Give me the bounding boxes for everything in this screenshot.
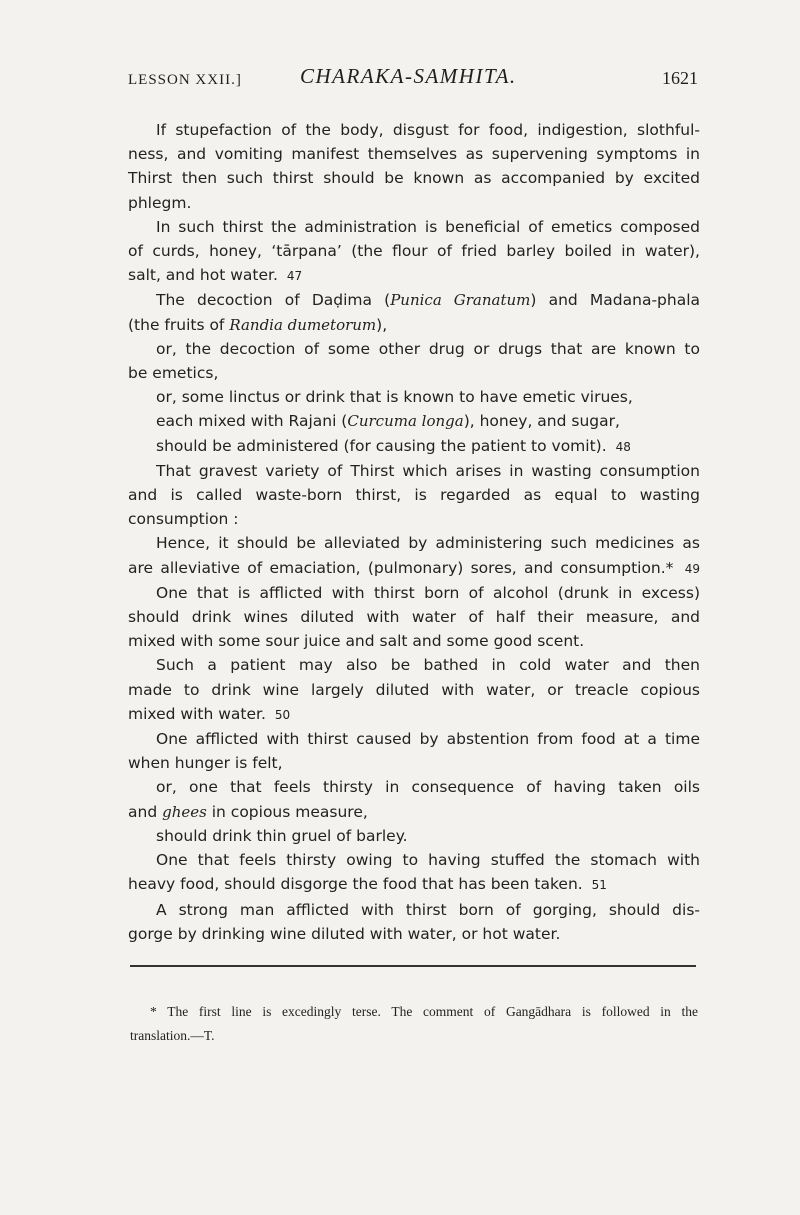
text-line: salt, and hot water. 47 [128,266,303,285]
text-line: are alleviative of emaciation, (pulmonary) sores, and consumption.* 49 [128,558,700,577]
text-line: mixed with water. 50 [128,704,291,723]
text-line: phlegm. [128,193,192,212]
text-line: Such a patient may also be bathed in cold water and then [156,656,700,675]
text-line: consumption : [128,510,239,529]
footnote-line: translation.—T. [130,1028,215,1043]
text-line: heavy food, should disgorge the food that has been taken. 51 [128,875,607,894]
page-number: 1621 [662,68,698,88]
verse-number: 48 [615,439,631,454]
text-line: and is called waste-born thirst, is regarded as equal to wasting [128,486,700,505]
text-line: or, some linctus or drink that is known to have emetic virues, [156,388,633,407]
text-line: should be administered (for causing the patient to vomit). 48 [156,436,631,455]
footnote-line: * The first line is excedingly terse. The comment of Gangādhara is followed in the [150,1004,698,1019]
verse-number: 50 [274,707,291,722]
verse-number: 49 [684,561,700,576]
text-line: Thirst then such thirst should be known as accompanied by excited [128,169,700,188]
verse-number: 47 [286,269,303,284]
text-line: Hence, it should be alleviated by administering such medicines as [156,534,700,553]
text-line: That gravest variety of Thirst which arises in wasting consumption [156,461,700,480]
text-line: In such thirst the administration is beneficial of emetics composed [156,217,700,236]
text-line: A strong man afflicted with thirst born of gorging, should dis- [156,900,700,919]
text-line: should drink thin gruel of barley. [156,826,408,845]
text-line: One that feels thirsty owing to having stuffed the stomach with [156,851,700,870]
running-header [128,64,698,94]
text-line: One that is afflicted with thirst born of alcohol (drunk in excess) [156,583,700,602]
text-line: gorge by drinking wine diluted with water, or hot water. [128,924,561,943]
botanical-name: Curcuma longa [347,412,464,431]
botanical-name: Punica Granatum [390,291,531,310]
text-line: mixed with some sour juice and salt and some good scent. [128,632,585,651]
text-line: (the fruits of Randia dumetorum), [128,315,388,334]
text-line: be emetics, [128,364,219,383]
footnote [130,1000,698,1048]
text-line: or, one that feels thirsty in consequence of having taken oils [156,778,700,797]
botanical-name: Randia dumetorum [229,315,377,334]
text-line: made to drink wine largely diluted with water, or treacle copious [128,680,700,699]
text-line: or, the decoction of some other drug or drugs that are known to [156,339,700,358]
body-text [128,118,700,946]
text-line: The decoction of Daḍima (Punica Granatum) and Madana-phala [156,291,701,310]
text-line: and ghees in copious measure, [128,802,368,821]
text-line: each mixed with Rajani (Curcuma longa), honey, and sugar, [156,412,620,431]
text-line: of curds, honey, ‘tārpana’ (the flour of fried barley boiled in water), [128,242,700,261]
text-line: when hunger is felt, [128,754,283,773]
text-line: If stupefaction of the body, disgust for food, indigestion, slothful- [156,121,700,139]
footnote-divider [130,965,696,967]
book-title: CHARAKA-SAMHITA. [300,64,517,88]
text-line: One afflicted with thirst caused by abstention from food at a time [156,730,700,749]
section-label: LESSON XXII.] [128,72,242,88]
verse-number: 51 [591,878,607,893]
text-line: should drink wines diluted with water of half their measure, and [128,608,700,627]
italic-term: ghees [162,802,207,821]
text-line: ness, and vomiting manifest themselves as supervening symptoms in [128,145,700,164]
